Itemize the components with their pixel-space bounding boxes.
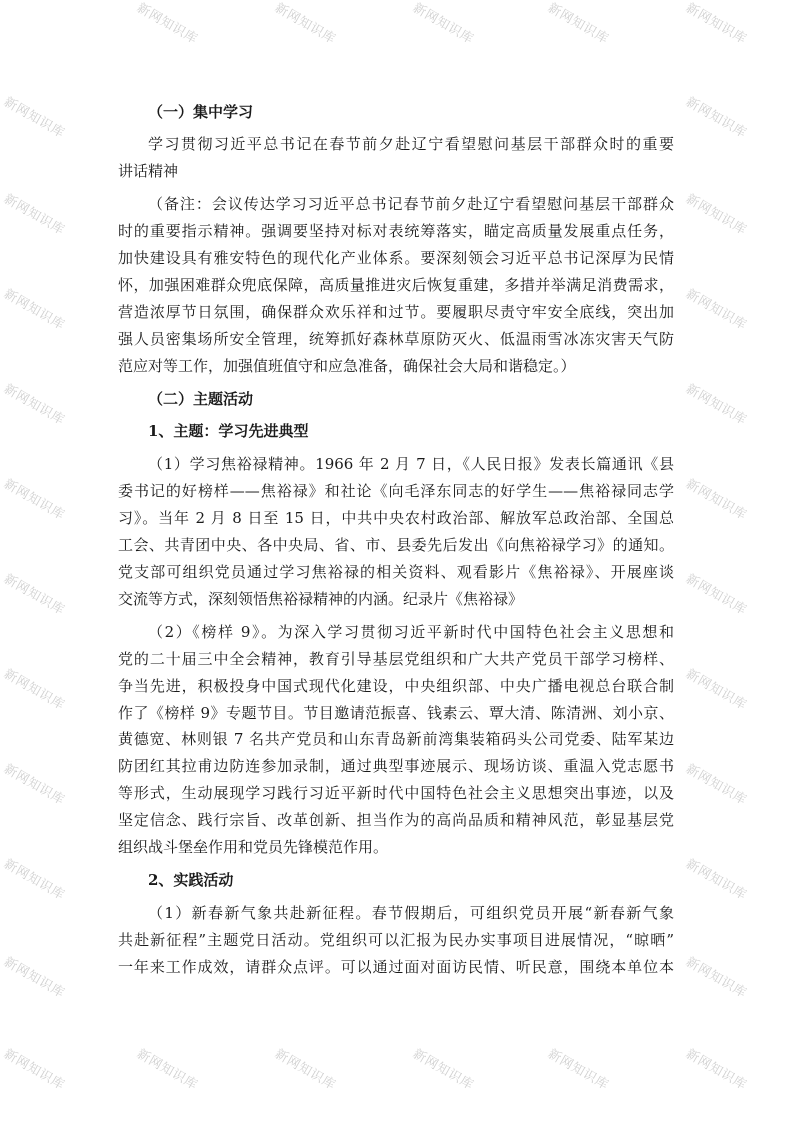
watermark: 新网知识库 <box>683 0 749 48</box>
text-line: 强人员密集场所安全管理，统筹抓好森林草原防灭火、低温雨雪冰冻灾害天气防 <box>118 329 674 348</box>
text-line: （2）《榜样 9》。为深入学习贯彻习近平新时代中国特色社会主义思想和 <box>148 622 674 641</box>
text-line: 党支部可组织党员通过学习焦裕禄的相关资料、观看影片《焦裕禄》、开展座谈 <box>118 563 674 581</box>
watermark: 新网知识库 <box>683 666 749 714</box>
watermark: 新网知识库 <box>1 954 67 1002</box>
paragraph <box>118 619 674 861</box>
watermark: 新网知识库 <box>1 476 67 524</box>
document-body <box>118 99 674 981</box>
text-line: 营造浓厚节日氛围，确保群众欢乐祥和过节。要履职尽责守牢安全底线，突出加 <box>118 302 674 321</box>
text-line: 委书记的好榜样——焦裕禄》和社论《向毛泽东同志的好学生——焦裕禄同志学 <box>118 482 674 501</box>
text-line: 学习贯彻习近平总书记在春节前夕赴辽宁看望慰问基层干部群众时的重要 <box>148 135 674 154</box>
section <box>118 386 674 981</box>
watermark: 新网知识库 <box>1 571 67 619</box>
watermark: 新网知识库 <box>683 1046 749 1094</box>
text-line: 组织战斗堡垒作用和党员先锋模范作用。 <box>118 838 389 857</box>
subsection <box>118 418 674 861</box>
text-line: （1）新春新气象共赴新征程。春节假期后，可组织党员开展“新春新气象 <box>148 903 674 922</box>
text-line: 防团红其拉甫边防连参加录制，通过典型事迹展示、现场访谈、重温入党志愿书 <box>118 757 674 776</box>
watermark: 新网知识库 <box>683 191 749 239</box>
watermark: 新网知识库 <box>410 1046 476 1094</box>
paragraph <box>118 131 674 185</box>
watermark: 新网知识库 <box>1 1046 67 1094</box>
text-line: 习》。当年 2 月 8 日至 15 日，中共中央农村政治部、解放军总政治部、全国总 <box>118 509 674 528</box>
watermark: 新网知识库 <box>683 286 749 334</box>
watermark: 新网知识库 <box>1 666 67 714</box>
text-line: 争当先进，积极投身中国式现代化建设，中央组织部、中央广播电视总台联合制 <box>118 676 674 695</box>
text-line: 工会、共青团中央、各中央局、省、市、县委先后发出《向焦裕禄学习》的通知。 <box>118 536 674 555</box>
text-line: （备注：会议传达学习习近平总书记春节前夕赴辽宁看望慰问基层干部群众 <box>148 195 674 214</box>
text-line: （1）学习焦裕禄精神。1966 年 2 月 7 日，《人民日报》发表长篇通讯《县 <box>148 455 674 474</box>
text-line: 时的重要指示精神。强调要坚持对标对表统筹落实，瞄定高质量发展重点任务， <box>118 222 674 241</box>
text-line: 怀，加强困难群众兜底保障，高质量推进灾后恢复重建，多措并举满足消费需求， <box>118 275 674 294</box>
text-line: 党的二十届三中全会精神，教育引导基层党组织和广大共产党员干部学习榜样、 <box>118 649 674 668</box>
watermark: 新网知识库 <box>683 381 749 429</box>
watermark: 新网知识库 <box>1 381 67 429</box>
watermark: 新网知识库 <box>683 571 749 619</box>
watermark: 新网知识库 <box>683 94 749 142</box>
text-line: 黄德宽、林则银 7 名共产党员和山东青岛新前湾集装箱码头公司党委、陆军某边 <box>118 730 674 749</box>
section-heading: （一）集中学习 <box>148 102 254 121</box>
watermark: 新网知识库 <box>272 0 338 48</box>
section <box>118 99 674 380</box>
watermark: 新网知识库 <box>683 856 749 904</box>
text-line: 交流等方式，深刻领悟焦裕禄精神的内涵。纪录片《焦裕禄》 <box>118 589 524 608</box>
watermark: 新网知识库 <box>683 476 749 524</box>
text-line: 加快建设具有雅安特色的现代化产业体系。要深刻领会习近平总书记深厚为民情 <box>118 249 674 268</box>
watermark: 新网知识库 <box>1 856 67 904</box>
paragraph <box>118 451 674 612</box>
text-line: 讲话精神 <box>118 162 179 181</box>
text-line: 等形式，生动展现学习践行习近平新时代中国特色社会主义思想突出事迹，以及 <box>118 784 674 803</box>
text-line: 范应对等工作，加强值班值守和应急准备，确保社会大局和谐稳定。） <box>118 356 576 375</box>
watermark: 新网知识库 <box>1 286 67 334</box>
watermark: 新网知识库 <box>272 1046 338 1094</box>
watermark: 新网知识库 <box>134 1046 200 1094</box>
paragraph <box>118 191 674 379</box>
watermark: 新网知识库 <box>1 94 67 142</box>
text-line: 共赴新征程”主题党日活动。党组织可以汇报为民办实事项目进展情况，“晾晒” <box>118 930 674 949</box>
text-line: 作了《榜样 9》专题节目。节目邀请范振喜、钱素云、覃大清、陈清洲、刘小京、 <box>118 703 674 722</box>
watermark: 新网知识库 <box>545 0 611 48</box>
subsection-heading: 1、主题：学习先进典型 <box>148 422 309 441</box>
text-line: 坚定信念、践行宗旨、改革创新、担当作为的高尚品质和精神风范，彰显基层党 <box>118 811 674 830</box>
watermark: 新网知识库 <box>1 191 67 239</box>
subsection <box>118 867 674 981</box>
subsection-heading: 2、实践活动 <box>148 870 234 889</box>
watermark: 新网知识库 <box>683 954 749 1002</box>
watermark: 新网知识库 <box>683 761 749 809</box>
watermark: 新网知识库 <box>410 0 476 48</box>
watermark: 新网知识库 <box>134 0 200 48</box>
watermark: 新网知识库 <box>545 1046 611 1094</box>
paragraph <box>118 900 674 981</box>
text-line: 一年来工作成效，请群众点评。可以通过面对面访民情、听民意，围绕本单位本 <box>118 957 674 976</box>
watermark: 新网知识库 <box>1 761 67 809</box>
section-heading: （二）主题活动 <box>148 389 254 408</box>
